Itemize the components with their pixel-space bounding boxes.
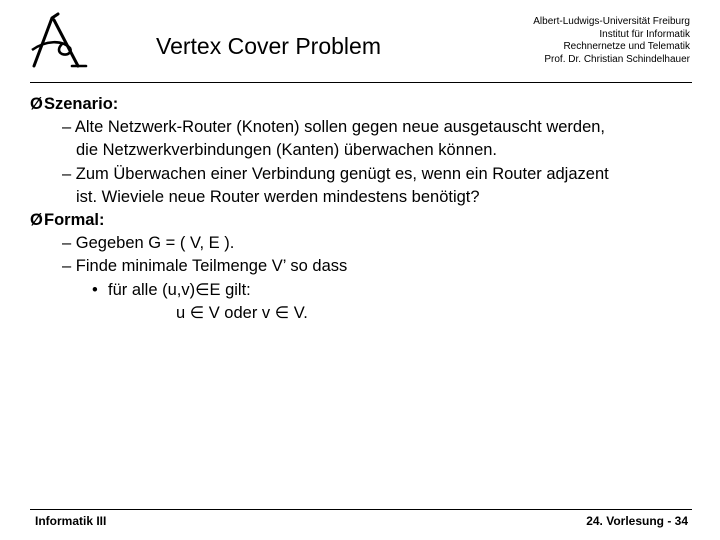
university-logo (28, 10, 88, 72)
header-divider (30, 82, 692, 83)
scenario-item-2-cont: ist. Wieviele neue Router werden mindestens benötigt? (76, 187, 480, 206)
footer-divider (30, 509, 692, 510)
scenario-heading: Szenario: (44, 95, 119, 113)
arrow-bullet-icon: Ø (30, 95, 43, 113)
institution-block (533, 16, 690, 66)
slide-number: 24. Vorlesung - 34 (586, 514, 688, 528)
dot-bullet-icon: • (92, 280, 98, 299)
dash-icon: – (62, 118, 72, 137)
dash-icon: – (62, 164, 72, 183)
scenario-item-2: – Zum Überwachen einer Verbindung genügt es, wenn ein Router adjazent (62, 164, 609, 183)
formal-item-1: – Gegeben G = ( V, E ). (62, 234, 235, 253)
institute-name: Institut für Informatik (599, 28, 690, 40)
arrow-bullet-icon: Ø (30, 211, 43, 230)
dash-icon: – (62, 234, 72, 253)
formal-heading: Formal: (44, 211, 105, 230)
formal-heading-line (30, 209, 700, 232)
scenario-item-1-cont: die Netzwerkverbindungen (Kanten) überwachen können. (76, 141, 498, 160)
dash-icon: – (62, 257, 72, 276)
formal-subitem: • für alle (u,v)∈E gilt: (30, 279, 700, 302)
slide-title: Vertex Cover Problem (156, 33, 381, 59)
department-name: Rechnernetze und Telematik (563, 41, 690, 52)
university-name: Albert-Ludwigs-Universität Freiburg (533, 16, 690, 27)
course-name: Informatik III (35, 514, 107, 528)
formal-item-2: – Finde minimale Teilmenge V’ so dass (62, 257, 348, 276)
professor-name: Prof. Dr. Christian Schindelhauer (544, 53, 690, 65)
slide-content (30, 93, 700, 325)
formal-condition: u ∈ V oder v ∈ V. (176, 303, 308, 322)
scenario-item-1: – Alte Netzwerk-Router (Knoten) sollen gegen neue ausgetauscht werden, (62, 118, 606, 137)
scenario-heading-line (30, 93, 700, 116)
